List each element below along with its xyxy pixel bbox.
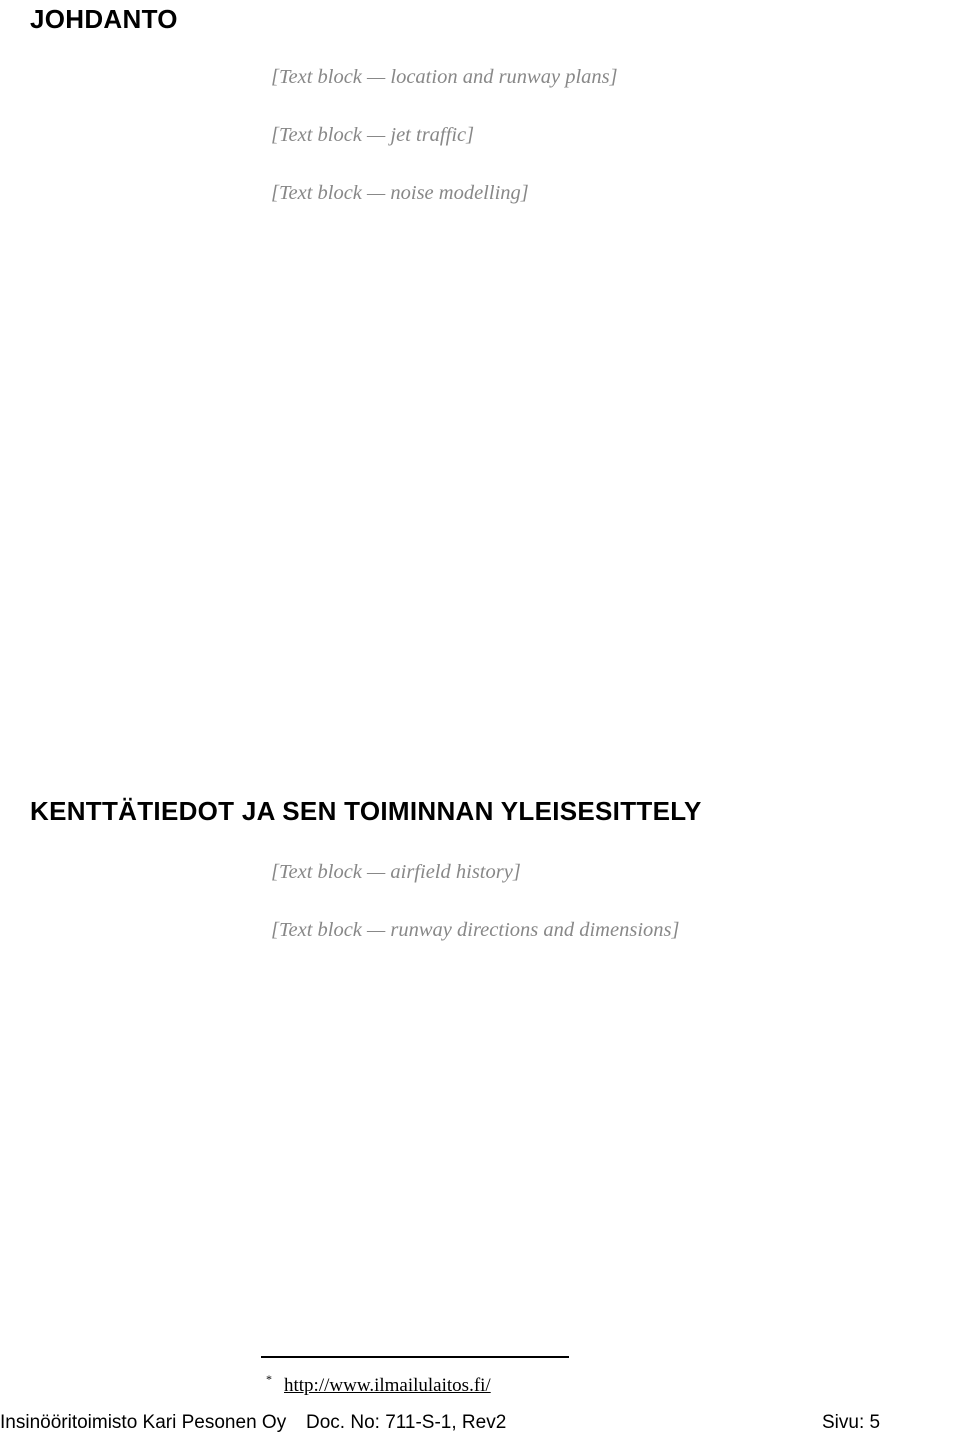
paragraph: [Text block — noise modelling] bbox=[271, 182, 529, 204]
paragraph: [Text block — jet traffic] bbox=[271, 124, 475, 146]
page-footer bbox=[0, 1412, 960, 1434]
footnote-link[interactable]: http://www.ilmailulaitos.fi/ bbox=[284, 1375, 491, 1396]
section-heading-johdanto: JOHDANTO bbox=[30, 4, 178, 34]
section-johdanto-body bbox=[271, 62, 951, 236]
footer-company: Insinööritoimisto Kari Pesonen Oy bbox=[0, 1412, 287, 1433]
footnote-marker: * bbox=[266, 1372, 272, 1386]
footer-page-number: Sivu: 5 bbox=[822, 1412, 881, 1433]
paragraph: [Text block — location and runway plans] bbox=[271, 66, 618, 88]
paragraph: [Text block — airfield history] bbox=[271, 861, 521, 883]
footnote bbox=[266, 1372, 491, 1397]
section-heading-kenttatiedot: KENTTÄTIEDOT JA SEN TOIMINNAN YLEISESITTELY bbox=[30, 796, 702, 826]
section-kenttatiedot-body bbox=[271, 857, 951, 973]
footnote-divider bbox=[261, 1356, 569, 1358]
footer-doc-number: Doc. No: 711-S-1, Rev2 bbox=[306, 1412, 507, 1433]
paragraph: [Text block — runway directions and dimensions] bbox=[271, 919, 680, 941]
